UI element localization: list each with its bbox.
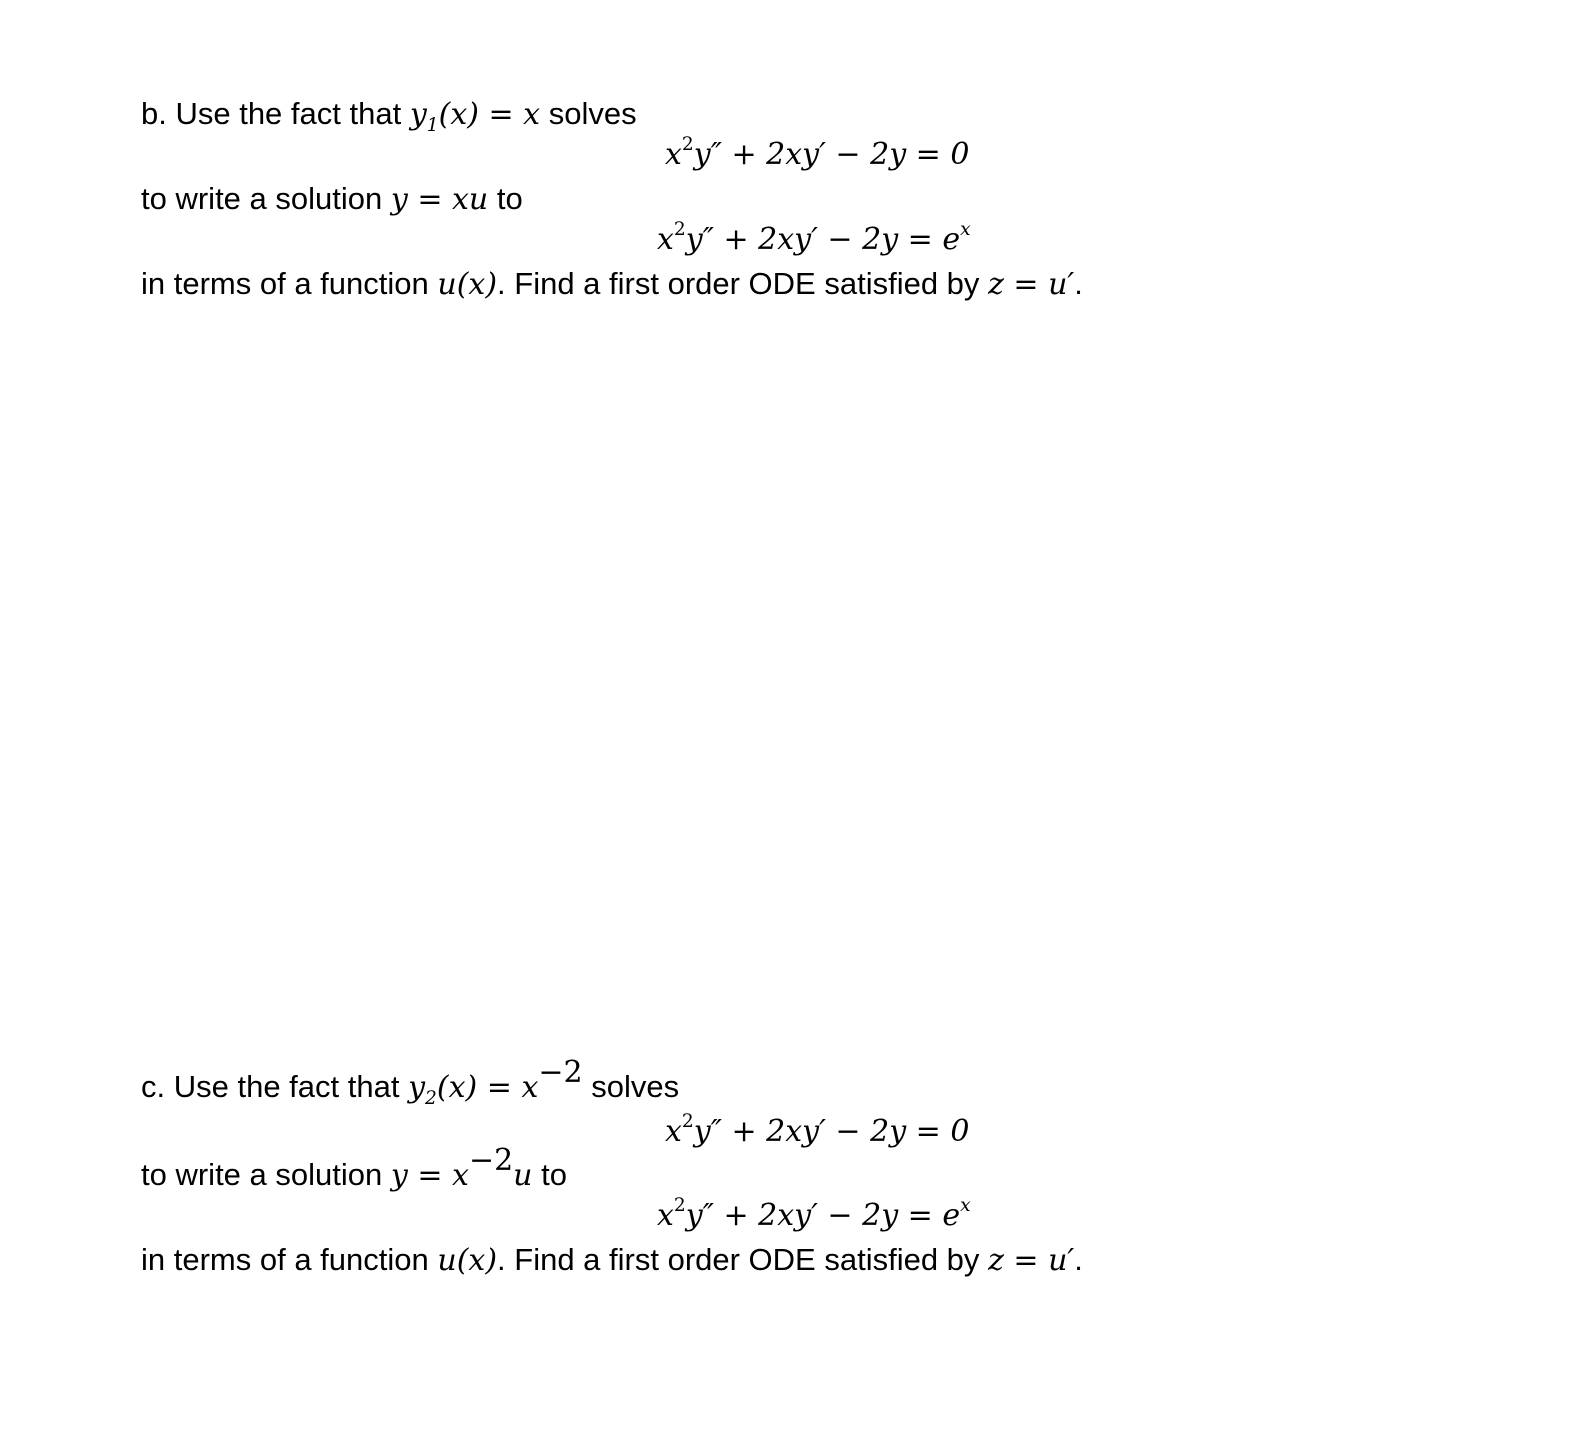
part-b-terms-end: . xyxy=(1074,266,1083,301)
part-b-terms-line xyxy=(141,268,1083,300)
part-b-intro-prefix: b. Use the fact that xyxy=(141,96,402,131)
eq-rest: y″ + 2xy′ − 2y = e xyxy=(685,1198,961,1233)
part-c-solution-expr-a: y = x xyxy=(390,1158,469,1193)
part-b-solution-line xyxy=(141,183,523,215)
part-b-y1-sub: 1 xyxy=(426,115,439,136)
part-c-y2-arg: (x) xyxy=(436,1070,478,1105)
eq-exponent: 2 xyxy=(681,134,694,156)
part-c-inhomogeneous-equation xyxy=(657,1195,971,1233)
part-b-homogeneous-equation xyxy=(665,134,970,172)
part-b-terms-mid: . Find a first order ODE satisfied by xyxy=(497,266,980,301)
part-c-y2-rhs: = x xyxy=(486,1070,539,1105)
part-b-inhomogeneous-equation xyxy=(657,219,971,257)
eq-rest: y″ + 2xy′ − 2y = 0 xyxy=(693,137,970,172)
part-b-y1-rhs: = x xyxy=(488,97,541,132)
part-c-solution-prefix: to write a solution xyxy=(141,1157,383,1192)
part-c-intro xyxy=(141,1054,680,1109)
eq-rhs-exponent: x xyxy=(960,219,971,241)
eq-exponent: 2 xyxy=(673,1195,686,1217)
part-c-terms-line xyxy=(141,1244,1083,1276)
part-c-intro-prefix: c. Use the fact that xyxy=(141,1069,400,1104)
part-c-homogeneous-equation xyxy=(665,1111,970,1149)
part-b-y1-name: y xyxy=(409,97,427,132)
part-b-u-expr: u(x) xyxy=(437,267,498,302)
part-c-y2-name: y xyxy=(408,1070,426,1105)
part-c-intro-suffix: solves xyxy=(591,1069,680,1104)
part-c-terms-prefix: in terms of a function xyxy=(141,1242,429,1277)
part-c-solution-suffix: to xyxy=(541,1157,567,1192)
eq-term: x xyxy=(665,137,682,172)
part-b-solution-prefix: to write a solution xyxy=(141,181,383,216)
eq-term: x xyxy=(657,1198,674,1233)
part-b-terms-prefix: in terms of a function xyxy=(141,266,429,301)
part-c-u-expr: u(x) xyxy=(437,1243,498,1278)
part-c-solution-line xyxy=(141,1142,567,1193)
part-c-solution-expr-b: u xyxy=(513,1158,533,1193)
part-b-solution-suffix: to xyxy=(496,181,523,216)
part-c-solution-expr xyxy=(390,1142,533,1193)
part-b-intro xyxy=(141,96,637,136)
eq-exponent: 2 xyxy=(673,219,686,241)
part-c-y2-sub: 2 xyxy=(425,1088,437,1109)
eq-term: x xyxy=(665,1114,682,1149)
part-c-y2-exp: −2 xyxy=(538,1054,583,1090)
part-c-terms-mid: . Find a first order ODE satisfied by xyxy=(497,1242,980,1277)
part-b-solution-expr: y = xu xyxy=(390,182,489,217)
part-b-z-expr: z = u′ xyxy=(988,267,1075,302)
part-c-y2 xyxy=(408,1054,583,1109)
part-b-y1 xyxy=(409,97,541,136)
part-c-solution-exp: −2 xyxy=(468,1142,514,1178)
part-c-terms-end: . xyxy=(1074,1242,1083,1277)
part-c-z-expr: z = u′ xyxy=(988,1243,1075,1278)
eq-rhs-exponent: x xyxy=(960,1195,971,1217)
part-b-intro-suffix: solves xyxy=(548,96,637,131)
eq-term: x xyxy=(657,222,674,257)
eq-exponent: 2 xyxy=(681,1111,694,1133)
eq-rest: y″ + 2xy′ − 2y = e xyxy=(685,222,961,257)
part-b-y1-arg: (x) xyxy=(438,97,479,132)
eq-rest: y″ + 2xy′ − 2y = 0 xyxy=(693,1114,970,1149)
